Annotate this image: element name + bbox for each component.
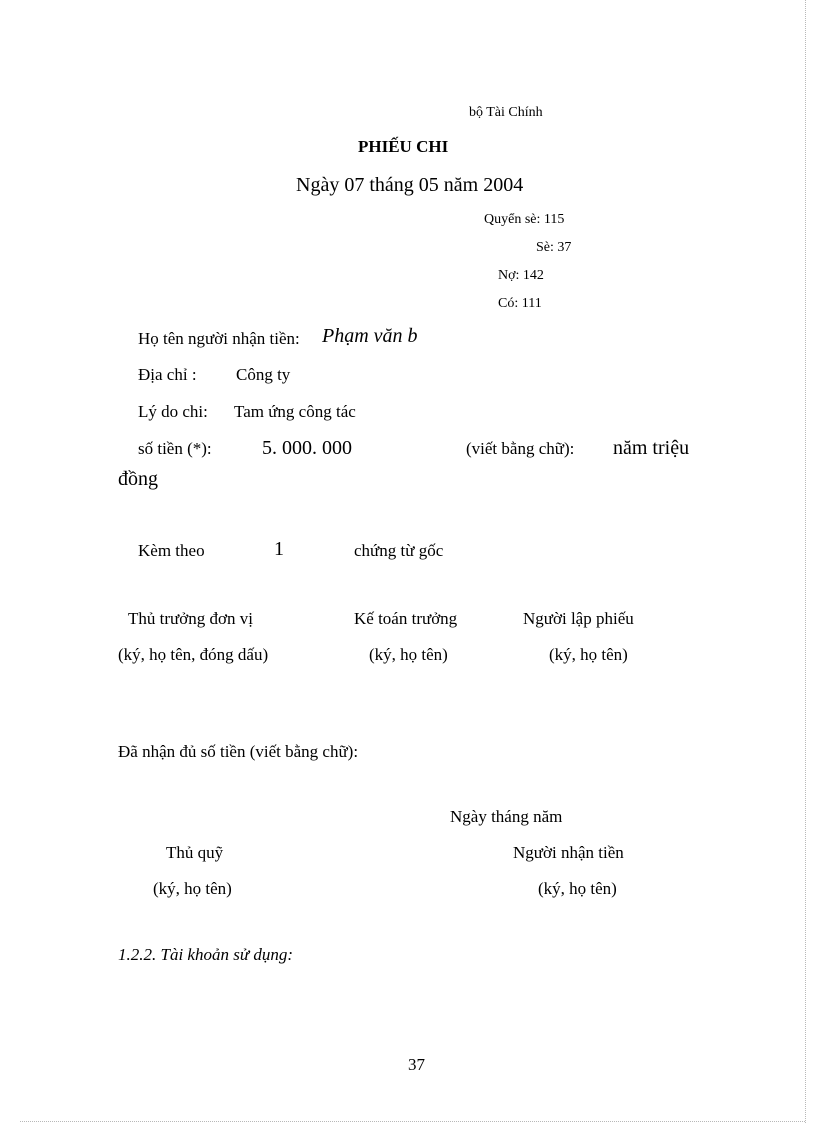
received-amount-label: Đã nhận đủ số tiền (viết bằng chữ): bbox=[118, 742, 359, 761]
attachment-count: 1 bbox=[274, 538, 284, 560]
signature-role-director: Thủ trưởng đơn vị bbox=[128, 609, 253, 628]
amount-words-value: năm triệu bbox=[613, 437, 690, 459]
amount-words-continued: đồng bbox=[118, 468, 158, 490]
voucher-title: PHIẾU CHI bbox=[358, 137, 449, 156]
page-edge-right bbox=[805, 0, 806, 1123]
page-edge-bottom bbox=[20, 1121, 805, 1122]
signature-note-director: (ký, họ tên, đóng dấu) bbox=[118, 645, 269, 664]
amount-label: số tiền (*): bbox=[138, 439, 212, 458]
book-number: Quyển sè: 115 bbox=[484, 212, 565, 227]
signature-note-cashier: (ký, họ tên) bbox=[153, 879, 232, 898]
credit-account: Có: 111 bbox=[498, 296, 542, 311]
section-heading: 1.2.2. Tài khoản sử dụng: bbox=[118, 945, 294, 964]
address-value: Công ty bbox=[236, 365, 291, 384]
signature-note-chief-accountant: (ký, họ tên) bbox=[369, 645, 448, 664]
reason-value: Tam ứng công tác bbox=[234, 402, 356, 421]
reason-label: Lý do chi: bbox=[138, 402, 208, 421]
signature-role-chief-accountant: Kế toán trưởng bbox=[354, 609, 458, 628]
attachment-label: Kèm theo bbox=[138, 541, 205, 560]
signature-role-preparer: Người lập phiếu bbox=[523, 609, 634, 628]
signature-role-cashier: Thủ quỹ bbox=[166, 843, 224, 862]
recipient-value: Phạm văn b bbox=[322, 325, 418, 347]
address-label: Địa chỉ : bbox=[138, 365, 197, 384]
signature-role-receiver: Người nhận tiền bbox=[513, 843, 624, 862]
voucher-number: Sè: 37 bbox=[536, 240, 572, 255]
amount-words-label: (viết bằng chữ): bbox=[466, 439, 575, 458]
signature-note-receiver: (ký, họ tên) bbox=[538, 879, 617, 898]
ministry-label: bộ Tài Chính bbox=[469, 105, 543, 120]
recipient-label: Họ tên người nhận tiền: bbox=[138, 329, 300, 348]
amount-value: 5. 000. 000 bbox=[262, 437, 352, 459]
voucher-date: Ngày 07 tháng 05 năm 2004 bbox=[296, 174, 524, 196]
page-number: 37 bbox=[408, 1055, 425, 1074]
debit-account: Nợ: 142 bbox=[498, 268, 544, 283]
received-date: Ngày tháng năm bbox=[450, 807, 563, 826]
signature-note-preparer: (ký, họ tên) bbox=[549, 645, 628, 664]
attachment-suffix: chứng từ gốc bbox=[354, 541, 444, 560]
